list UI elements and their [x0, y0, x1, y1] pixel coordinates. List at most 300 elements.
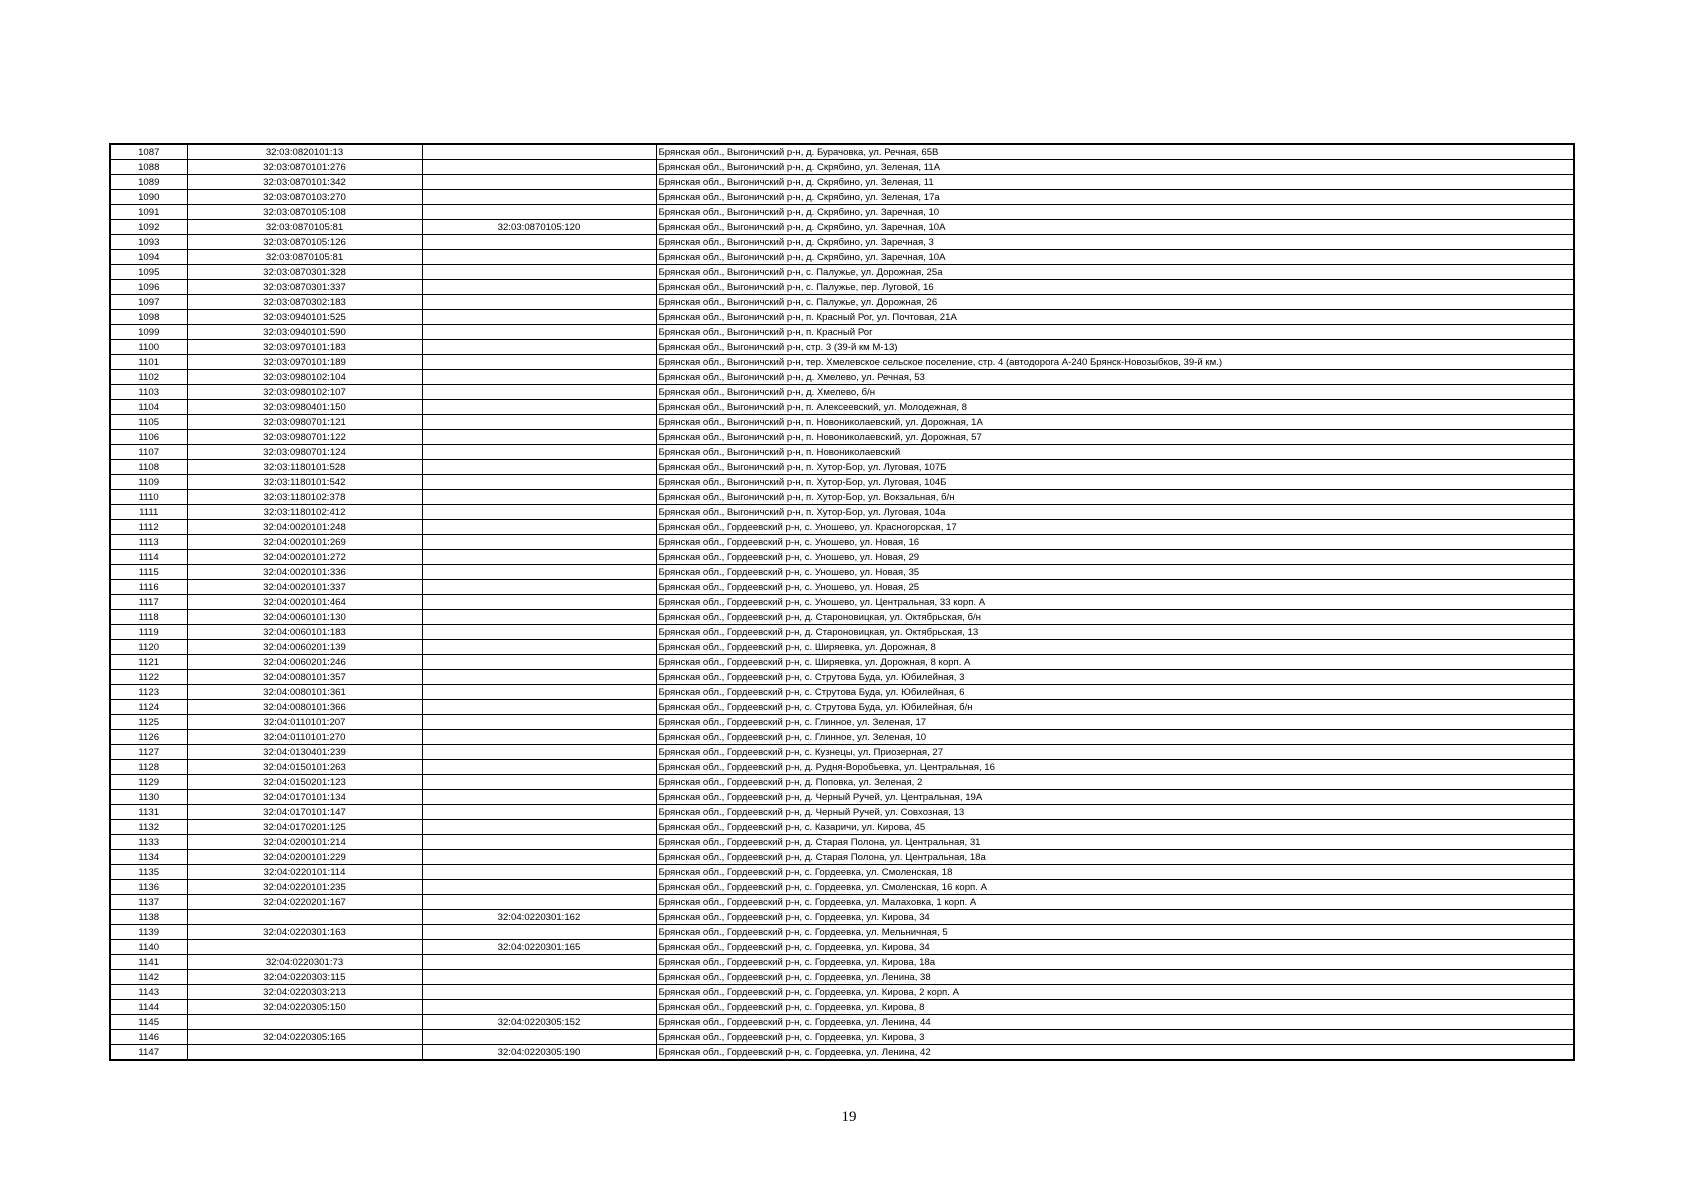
related-cadastral-number-cell: [422, 835, 656, 850]
row-number-cell: 1115: [110, 565, 187, 580]
table-row: [110, 475, 1574, 490]
address-cell: Брянская обл., Выгоничский р-н, с. Палужье, ул. Дорожная, 25а: [656, 265, 1574, 280]
table-row: [110, 880, 1574, 895]
address-cell: Брянская обл., Выгоничский р-н, п. Хутор-Бор, ул. Луговая, 104а: [656, 505, 1574, 520]
related-cadastral-number-cell: [422, 370, 656, 385]
address-cell: Брянская обл., Гордеевский р-н, с. Гордеевка, ул. Кирова, 2 корп. А: [656, 985, 1574, 1000]
row-number-cell: 1128: [110, 760, 187, 775]
cadastral-number-cell: 32:03:0870105:108: [187, 205, 422, 220]
table-row: [110, 940, 1574, 955]
row-number-cell: 1142: [110, 970, 187, 985]
cadastral-number-cell: 32:03:0940101:590: [187, 325, 422, 340]
address-cell: Брянская обл., Гордеевский р-н, с. Гордеевка, ул. Кирова, 34: [656, 910, 1574, 925]
table-row: [110, 670, 1574, 685]
related-cadastral-number-cell: [422, 430, 656, 445]
cadastral-number-cell: 32:04:0080101:357: [187, 670, 422, 685]
related-cadastral-number-cell: [422, 850, 656, 865]
related-cadastral-number-cell: [422, 250, 656, 265]
cadastral-number-cell: 32:04:0020101:248: [187, 520, 422, 535]
address-cell: Брянская обл., Гордеевский р-н, д. Старая Полона, ул. Центральная, 18а: [656, 850, 1574, 865]
cadastral-number-cell: 32:03:0870105:81: [187, 250, 422, 265]
cadastral-number-cell: 32:04:0220303:213: [187, 985, 422, 1000]
address-cell: Брянская обл., Выгоничский р-н, п. Новониколаевский, ул. Дорожная, 1А: [656, 415, 1574, 430]
property-registry-table: [109, 143, 1575, 1061]
table-row: [110, 565, 1574, 580]
related-cadastral-number-cell: [422, 355, 656, 370]
table-row: [110, 250, 1574, 265]
related-cadastral-number-cell: [422, 400, 656, 415]
address-cell: Брянская обл., Гордеевский р-н, с. Гордеевка, ул. Кирова, 18а: [656, 955, 1574, 970]
related-cadastral-number-cell: [422, 445, 656, 460]
related-cadastral-number-cell: [422, 475, 656, 490]
related-cadastral-number-cell: [422, 640, 656, 655]
table-row: [110, 970, 1574, 985]
row-number-cell: 1141: [110, 955, 187, 970]
related-cadastral-number-cell: [422, 955, 656, 970]
row-number-cell: 1131: [110, 805, 187, 820]
related-cadastral-number-cell: 32:04:0220301:165: [422, 940, 656, 955]
table-row: [110, 280, 1574, 295]
related-cadastral-number-cell: [422, 775, 656, 790]
related-cadastral-number-cell: [422, 745, 656, 760]
row-number-cell: 1127: [110, 745, 187, 760]
address-cell: Брянская обл., Выгоничский р-н, п. Хутор-Бор, ул. Вокзальная, б/н: [656, 490, 1574, 505]
row-number-cell: 1139: [110, 925, 187, 940]
cadastral-number-cell: 32:04:0110101:270: [187, 730, 422, 745]
related-cadastral-number-cell: [422, 415, 656, 430]
table-row: [110, 655, 1574, 670]
cadastral-number-cell: 32:03:0980701:121: [187, 415, 422, 430]
table-row: [110, 1015, 1574, 1030]
related-cadastral-number-cell: [422, 265, 656, 280]
row-number-cell: 1125: [110, 715, 187, 730]
address-cell: Брянская обл., Гордеевский р-н, д. Черный Ручей, ул. Совхозная, 13: [656, 805, 1574, 820]
related-cadastral-number-cell: 32:04:0220301:162: [422, 910, 656, 925]
row-number-cell: 1114: [110, 550, 187, 565]
row-number-cell: 1140: [110, 940, 187, 955]
row-number-cell: 1090: [110, 190, 187, 205]
cadastral-number-cell: [187, 1015, 422, 1030]
row-number-cell: 1095: [110, 265, 187, 280]
cadastral-number-cell: 32:03:0870101:276: [187, 160, 422, 175]
related-cadastral-number-cell: [422, 535, 656, 550]
table-row: [110, 1030, 1574, 1045]
table-row: [110, 835, 1574, 850]
address-cell: Брянская обл., Выгоничский р-н, д. Скрябино, ул. Зеленая, 17а: [656, 190, 1574, 205]
cadastral-number-cell: 32:04:0020101:269: [187, 535, 422, 550]
related-cadastral-number-cell: [422, 595, 656, 610]
row-number-cell: 1120: [110, 640, 187, 655]
row-number-cell: 1123: [110, 685, 187, 700]
cadastral-number-cell: 32:03:0870101:342: [187, 175, 422, 190]
row-number-cell: 1108: [110, 460, 187, 475]
table-row: [110, 295, 1574, 310]
cadastral-number-cell: 32:04:0130401:239: [187, 745, 422, 760]
table-row: [110, 1000, 1574, 1015]
cadastral-number-cell: 32:03:0870103:270: [187, 190, 422, 205]
page-number: 19: [841, 1109, 857, 1125]
related-cadastral-number-cell: [422, 144, 656, 160]
cadastral-number-cell: 32:04:0220301:163: [187, 925, 422, 940]
address-cell: Брянская обл., Выгоничский р-н, д. Скрябино, ул. Заречная, 10А: [656, 250, 1574, 265]
cadastral-number-cell: 32:03:0980401:150: [187, 400, 422, 415]
row-number-cell: 1118: [110, 610, 187, 625]
address-cell: Брянская обл., Гордеевский р-н, с. Ширяевка, ул. Дорожная, 8: [656, 640, 1574, 655]
address-cell: Брянская обл., Выгоничский р-н, д. Скрябино, ул. Заречная, 3: [656, 235, 1574, 250]
row-number-cell: 1092: [110, 220, 187, 235]
row-number-cell: 1138: [110, 910, 187, 925]
cadastral-number-cell: 32:04:0200101:229: [187, 850, 422, 865]
row-number-cell: 1144: [110, 1000, 187, 1015]
address-cell: Брянская обл., Гордеевский р-н, д. Старая Полона, ул. Центральная, 31: [656, 835, 1574, 850]
related-cadastral-number-cell: [422, 190, 656, 205]
row-number-cell: 1089: [110, 175, 187, 190]
address-cell: Брянская обл., Выгоничский р-н, д. Хмелево, ул. Речная, 53: [656, 370, 1574, 385]
row-number-cell: 1103: [110, 385, 187, 400]
related-cadastral-number-cell: [422, 820, 656, 835]
address-cell: Брянская обл., Гордеевский р-н, с. Гордеевка, ул. Кирова, 8: [656, 1000, 1574, 1015]
related-cadastral-number-cell: [422, 805, 656, 820]
table-row: [110, 595, 1574, 610]
row-number-cell: 1088: [110, 160, 187, 175]
table-row: [110, 625, 1574, 640]
related-cadastral-number-cell: [422, 160, 656, 175]
related-cadastral-number-cell: [422, 895, 656, 910]
table-row: [110, 415, 1574, 430]
row-number-cell: 1126: [110, 730, 187, 745]
table-row: [110, 220, 1574, 235]
cadastral-number-cell: 32:03:0870302:183: [187, 295, 422, 310]
table-row: [110, 610, 1574, 625]
table-row: [110, 775, 1574, 790]
row-number-cell: 1099: [110, 325, 187, 340]
cadastral-number-cell: 32:03:0980102:107: [187, 385, 422, 400]
related-cadastral-number-cell: [422, 610, 656, 625]
related-cadastral-number-cell: [422, 295, 656, 310]
address-cell: Брянская обл., Гордеевский р-н, с. Гордеевка, ул. Ленина, 38: [656, 970, 1574, 985]
address-cell: Брянская обл., Гордеевский р-н, д. Староновицкая, ул. Октябрьская, 13: [656, 625, 1574, 640]
address-cell: Брянская обл., Гордеевский р-н, с. Глинное, ул. Зеленая, 17: [656, 715, 1574, 730]
address-cell: Брянская обл., Гордеевский р-н, д. Поповка, ул. Зеленая, 2: [656, 775, 1574, 790]
related-cadastral-number-cell: [422, 790, 656, 805]
address-cell: Брянская обл., Гордеевский р-н, с. Струтова Буда, ул. Юбилейная, б/н: [656, 700, 1574, 715]
related-cadastral-number-cell: [422, 925, 656, 940]
related-cadastral-number-cell: [422, 205, 656, 220]
cadastral-number-cell: 32:04:0220301:73: [187, 955, 422, 970]
related-cadastral-number-cell: [422, 490, 656, 505]
related-cadastral-number-cell: [422, 730, 656, 745]
cadastral-number-cell: [187, 1045, 422, 1061]
related-cadastral-number-cell: [422, 310, 656, 325]
cadastral-number-cell: 32:03:0970101:183: [187, 340, 422, 355]
cadastral-number-cell: 32:03:1180101:542: [187, 475, 422, 490]
table-row: [110, 865, 1574, 880]
address-cell: Брянская обл., Гордеевский р-н, с. Кузнецы, ул. Приозерная, 27: [656, 745, 1574, 760]
table-row: [110, 370, 1574, 385]
address-cell: Брянская обл., Гордеевский р-н, с. Ширяевка, ул. Дорожная, 8 корп. А: [656, 655, 1574, 670]
cadastral-number-cell: 32:03:0980102:104: [187, 370, 422, 385]
related-cadastral-number-cell: [422, 865, 656, 880]
related-cadastral-number-cell: [422, 970, 656, 985]
row-number-cell: 1134: [110, 850, 187, 865]
table-row: [110, 850, 1574, 865]
related-cadastral-number-cell: [422, 385, 656, 400]
table-row: [110, 520, 1574, 535]
row-number-cell: 1135: [110, 865, 187, 880]
row-number-cell: 1112: [110, 520, 187, 535]
table-row: [110, 205, 1574, 220]
address-cell: Брянская обл., Гордеевский р-н, с. Уношево, ул. Новая, 25: [656, 580, 1574, 595]
related-cadastral-number-cell: [422, 505, 656, 520]
address-cell: Брянская обл., Гордеевский р-н, с. Уношево, ул. Красногорская, 17: [656, 520, 1574, 535]
row-number-cell: 1145: [110, 1015, 187, 1030]
cadastral-number-cell: 32:04:0200101:214: [187, 835, 422, 850]
table-row: [110, 1045, 1574, 1061]
table-row: [110, 640, 1574, 655]
table-row: [110, 715, 1574, 730]
address-cell: Брянская обл., Выгоничский р-н, п. Новониколаевский, ул. Дорожная, 57: [656, 430, 1574, 445]
table-row: [110, 700, 1574, 715]
cadastral-number-cell: 32:04:0220305:150: [187, 1000, 422, 1015]
cadastral-number-cell: 32:04:0170201:125: [187, 820, 422, 835]
address-cell: Брянская обл., Выгоничский р-н, с. Палужье, ул. Дорожная, 26: [656, 295, 1574, 310]
row-number-cell: 1097: [110, 295, 187, 310]
address-cell: Брянская обл., Выгоничский р-н, д. Бурачовка, ул. Речная, 65В: [656, 144, 1574, 160]
table-row: [110, 820, 1574, 835]
row-number-cell: 1098: [110, 310, 187, 325]
row-number-cell: 1146: [110, 1030, 187, 1045]
row-number-cell: 1129: [110, 775, 187, 790]
row-number-cell: 1110: [110, 490, 187, 505]
cadastral-number-cell: 32:04:0150101:263: [187, 760, 422, 775]
related-cadastral-number-cell: [422, 715, 656, 730]
cadastral-number-cell: 32:04:0020101:336: [187, 565, 422, 580]
address-cell: Брянская обл., Гордеевский р-н, д. Рудня-Воробьевка, ул. Центральная, 16: [656, 760, 1574, 775]
table-row: [110, 385, 1574, 400]
address-cell: Брянская обл., Выгоничский р-н, д. Скрябино, ул. Заречная, 10: [656, 205, 1574, 220]
related-cadastral-number-cell: [422, 685, 656, 700]
row-number-cell: 1102: [110, 370, 187, 385]
address-cell: Брянская обл., Гордеевский р-н, с. Уношево, ул. Новая, 16: [656, 535, 1574, 550]
address-cell: Брянская обл., Гордеевский р-н, с. Гордеевка, ул. Мельничная, 5: [656, 925, 1574, 940]
cadastral-number-cell: 32:03:0870105:81: [187, 220, 422, 235]
address-cell: Брянская обл., Выгоничский р-н, п. Новониколаевский: [656, 445, 1574, 460]
address-cell: Брянская обл., Выгоничский р-н, д. Скрябино, ул. Заречная, 10А: [656, 220, 1574, 235]
table-row: [110, 910, 1574, 925]
table-row: [110, 355, 1574, 370]
related-cadastral-number-cell: [422, 235, 656, 250]
cadastral-number-cell: 32:03:0820101:13: [187, 144, 422, 160]
address-cell: Брянская обл., Гордеевский р-н, с. Глинное, ул. Зеленая, 10: [656, 730, 1574, 745]
address-cell: Брянская обл., Выгоничский р-н, д. Хмелево, б/н: [656, 385, 1574, 400]
table-row: [110, 310, 1574, 325]
cadastral-number-cell: 32:04:0020101:464: [187, 595, 422, 610]
table-row: [110, 460, 1574, 475]
row-number-cell: 1111: [110, 505, 187, 520]
row-number-cell: 1143: [110, 985, 187, 1000]
address-cell: Брянская обл., Выгоничский р-н, п. Хутор-Бор, ул. Луговая, 104Б: [656, 475, 1574, 490]
related-cadastral-number-cell: [422, 880, 656, 895]
cadastral-number-cell: 32:03:1180101:528: [187, 460, 422, 475]
related-cadastral-number-cell: 32:04:0220305:190: [422, 1045, 656, 1061]
row-number-cell: 1117: [110, 595, 187, 610]
table-row: [110, 400, 1574, 415]
address-cell: Брянская обл., Гордеевский р-н, с. Казаричи, ул. Кирова, 45: [656, 820, 1574, 835]
row-number-cell: 1109: [110, 475, 187, 490]
table-row: [110, 490, 1574, 505]
related-cadastral-number-cell: [422, 625, 656, 640]
row-number-cell: 1137: [110, 895, 187, 910]
table-row: [110, 144, 1574, 160]
cadastral-number-cell: 32:03:0870301:337: [187, 280, 422, 295]
related-cadastral-number-cell: [422, 580, 656, 595]
row-number-cell: 1105: [110, 415, 187, 430]
cadastral-number-cell: 32:04:0080101:361: [187, 685, 422, 700]
address-cell: Брянская обл., Выгоничский р-н, д. Скрябино, ул. Зеленая, 11А: [656, 160, 1574, 175]
related-cadastral-number-cell: [422, 520, 656, 535]
cadastral-number-cell: 32:04:0220101:235: [187, 880, 422, 895]
related-cadastral-number-cell: [422, 565, 656, 580]
address-cell: Брянская обл., Выгоничский р-н, с. Палужье, пер. Луговой, 16: [656, 280, 1574, 295]
cadastral-number-cell: 32:03:0970101:189: [187, 355, 422, 370]
related-cadastral-number-cell: [422, 655, 656, 670]
address-cell: Брянская обл., Выгоничский р-н, п. Хутор-Бор, ул. Луговая, 107Б: [656, 460, 1574, 475]
address-cell: Брянская обл., Гордеевский р-н, с. Гордеевка, ул. Кирова, 3: [656, 1030, 1574, 1045]
cadastral-number-cell: 32:04:0170101:134: [187, 790, 422, 805]
row-number-cell: 1130: [110, 790, 187, 805]
cadastral-number-cell: 32:04:0060101:130: [187, 610, 422, 625]
table-row: [110, 175, 1574, 190]
cadastral-number-cell: 32:03:1180102:412: [187, 505, 422, 520]
table-row: [110, 445, 1574, 460]
cadastral-number-cell: 32:04:0060201:246: [187, 655, 422, 670]
row-number-cell: 1147: [110, 1045, 187, 1061]
table-row: [110, 790, 1574, 805]
registry-table-body: [110, 144, 1574, 1060]
cadastral-number-cell: 32:03:1180102:378: [187, 490, 422, 505]
address-cell: Брянская обл., Выгоничский р-н, д. Скрябино, ул. Зеленая, 11: [656, 175, 1574, 190]
related-cadastral-number-cell: [422, 1000, 656, 1015]
address-cell: Брянская обл., Гордеевский р-н, с. Струтова Буда, ул. Юбилейная, 3: [656, 670, 1574, 685]
address-cell: Брянская обл., Гордеевский р-н, д. Черный Ручей, ул. Центральная, 19А: [656, 790, 1574, 805]
row-number-cell: 1104: [110, 400, 187, 415]
table-row: [110, 505, 1574, 520]
row-number-cell: 1094: [110, 250, 187, 265]
address-cell: Брянская обл., Гордеевский р-н, с. Струтова Буда, ул. Юбилейная, 6: [656, 685, 1574, 700]
table-row: [110, 745, 1574, 760]
row-number-cell: 1106: [110, 430, 187, 445]
row-number-cell: 1093: [110, 235, 187, 250]
table-row: [110, 430, 1574, 445]
row-number-cell: 1100: [110, 340, 187, 355]
table-row: [110, 895, 1574, 910]
cadastral-number-cell: 32:04:0220101:114: [187, 865, 422, 880]
cadastral-number-cell: 32:04:0060101:183: [187, 625, 422, 640]
address-cell: Брянская обл., Выгоничский р-н, п. Красный Рог: [656, 325, 1574, 340]
table-row: [110, 685, 1574, 700]
cadastral-number-cell: 32:03:0870105:126: [187, 235, 422, 250]
cadastral-number-cell: 32:04:0020101:337: [187, 580, 422, 595]
row-number-cell: 1132: [110, 820, 187, 835]
table-row: [110, 805, 1574, 820]
address-cell: Брянская обл., Гордеевский р-н, с. Гордеевка, ул. Смоленская, 18: [656, 865, 1574, 880]
address-cell: Брянская обл., Гордеевский р-н, с. Гордеевка, ул. Смоленская, 16 корп. А: [656, 880, 1574, 895]
table-row: [110, 340, 1574, 355]
row-number-cell: 1101: [110, 355, 187, 370]
address-cell: Брянская обл., Гордеевский р-н, с. Гордеевка, ул. Ленина, 44: [656, 1015, 1574, 1030]
cadastral-number-cell: 32:04:0220305:165: [187, 1030, 422, 1045]
cadastral-number-cell: 32:03:0980701:124: [187, 445, 422, 460]
related-cadastral-number-cell: [422, 325, 656, 340]
row-number-cell: 1116: [110, 580, 187, 595]
cadastral-number-cell: [187, 910, 422, 925]
cadastral-number-cell: 32:04:0080101:366: [187, 700, 422, 715]
cadastral-number-cell: 32:04:0060201:139: [187, 640, 422, 655]
address-cell: Брянская обл., Гордеевский р-н, с. Гордеевка, ул. Кирова, 34: [656, 940, 1574, 955]
cadastral-number-cell: 32:04:0220303:115: [187, 970, 422, 985]
address-cell: Брянская обл., Выгоничский р-н, тер. Хмелевское сельское поселение, стр. 4 (автодорога А-240 Брянск-Новозыбков, 39-й км.): [656, 355, 1574, 370]
cadastral-number-cell: 32:03:0940101:525: [187, 310, 422, 325]
address-cell: Брянская обл., Гордеевский р-н, с. Гордеевка, ул. Ленина, 42: [656, 1045, 1574, 1061]
row-number-cell: 1136: [110, 880, 187, 895]
table-row: [110, 265, 1574, 280]
related-cadastral-number-cell: [422, 550, 656, 565]
address-cell: Брянская обл., Выгоничский р-н, п. Красный Рог, ул. Почтовая, 21А: [656, 310, 1574, 325]
table-row: [110, 325, 1574, 340]
table-row: [110, 925, 1574, 940]
related-cadastral-number-cell: 32:04:0220305:152: [422, 1015, 656, 1030]
row-number-cell: 1121: [110, 655, 187, 670]
table-row: [110, 535, 1574, 550]
row-number-cell: 1087: [110, 144, 187, 160]
address-cell: Брянская обл., Гордеевский р-н, с. Уношево, ул. Центральная, 33 корп. А: [656, 595, 1574, 610]
address-cell: Брянская обл., Гордеевский р-н, д. Староновицкая, ул. Октябрьская, б/н: [656, 610, 1574, 625]
row-number-cell: 1133: [110, 835, 187, 850]
table-row: [110, 235, 1574, 250]
table-row: [110, 730, 1574, 745]
address-cell: Брянская обл., Выгоничский р-н, стр. 3 (39-й км М-13): [656, 340, 1574, 355]
table-row: [110, 550, 1574, 565]
cadastral-number-cell: 32:03:0870301:328: [187, 265, 422, 280]
address-cell: Брянская обл., Выгоничский р-н, п. Алексеевский, ул. Молодежная, 8: [656, 400, 1574, 415]
related-cadastral-number-cell: [422, 700, 656, 715]
table-row: [110, 760, 1574, 775]
related-cadastral-number-cell: [422, 460, 656, 475]
row-number-cell: 1096: [110, 280, 187, 295]
table-row: [110, 190, 1574, 205]
address-cell: Брянская обл., Гордеевский р-н, с. Уношево, ул. Новая, 35: [656, 565, 1574, 580]
related-cadastral-number-cell: [422, 985, 656, 1000]
related-cadastral-number-cell: [422, 760, 656, 775]
related-cadastral-number-cell: [422, 175, 656, 190]
cadastral-number-cell: 32:04:0020101:272: [187, 550, 422, 565]
table-row: [110, 955, 1574, 970]
cadastral-number-cell: 32:04:0110101:207: [187, 715, 422, 730]
cadastral-number-cell: 32:04:0170101:147: [187, 805, 422, 820]
cadastral-number-cell: [187, 940, 422, 955]
table-row: [110, 985, 1574, 1000]
address-cell: Брянская обл., Гордеевский р-н, с. Гордеевка, ул. Малаховка, 1 корп. А: [656, 895, 1574, 910]
row-number-cell: 1113: [110, 535, 187, 550]
cadastral-number-cell: 32:03:0980701:122: [187, 430, 422, 445]
cadastral-number-cell: 32:04:0150201:123: [187, 775, 422, 790]
row-number-cell: 1107: [110, 445, 187, 460]
table-row: [110, 580, 1574, 595]
related-cadastral-number-cell: [422, 1030, 656, 1045]
row-number-cell: 1119: [110, 625, 187, 640]
table-row: [110, 160, 1574, 175]
row-number-cell: 1124: [110, 700, 187, 715]
